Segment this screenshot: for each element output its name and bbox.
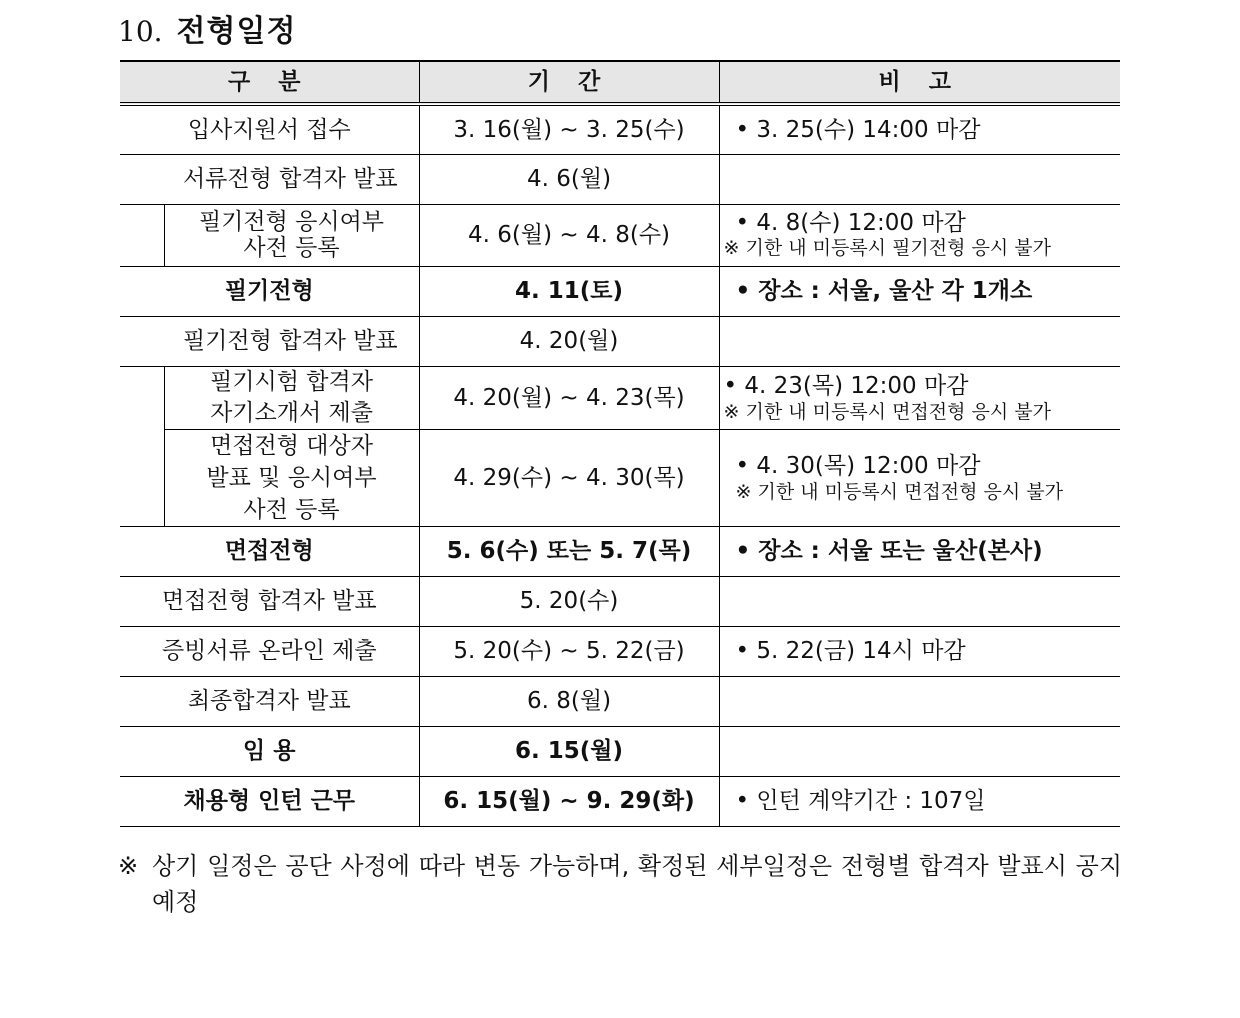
note-subtext: ※ 기한 내 미등록시 면접전형 응시 불가 [735,480,1063,503]
section-heading [118,6,296,50]
note-text: • 장소 : 서울, 울산 각 1개소 [736,278,1033,304]
table-row [120,726,1120,776]
footnote [118,848,1122,920]
row-label [164,429,419,526]
row-note [719,776,1120,826]
row-label: 면접전형 [120,526,419,576]
row-note [719,154,1120,204]
note-text: • 인턴 계약기간 : 107일 [736,788,986,814]
header-remarks: 비 고 [719,61,1120,104]
note-subtext: ※ 기한 내 미등록시 면접전형 응시 불가 [723,400,1051,423]
row-label: 필기전형 [120,266,419,316]
label-line: 면접전형 대상자 발표 및 응시여부 사전 등록 [206,432,377,523]
row-note [719,626,1120,676]
footnote-text: 상기 일정은 공단 사정에 따라 변동 가능하며, 확정된 세부일정은 전형별 합격자 발표시 공지 예정 [152,852,1122,916]
row-period: 4. 20(월) ~ 4. 23(목) [419,366,719,429]
row-label: 면접전형 합격자 발표 [120,576,419,626]
table-row [120,366,1120,429]
row-label [164,366,419,429]
row-period: 5. 20(수) ~ 5. 22(금) [419,626,719,676]
table-row [120,526,1120,576]
row-label: 최종합격자 발표 [120,676,419,726]
section-number: 10. [118,15,163,48]
table-row [120,429,1120,526]
row-period: 6. 8(월) [419,676,719,726]
row-period: 6. 15(월) ~ 9. 29(화) [419,776,719,826]
row-note [719,366,1120,429]
header-period: 기 간 [419,61,719,104]
schedule-table [120,60,1120,827]
row-period: 4. 6(월) [419,154,719,204]
row-period: 3. 16(월) ~ 3. 25(수) [419,104,719,154]
row-note [719,576,1120,626]
row-note [719,676,1120,726]
label-line: 필기전형 응시여부 사전 등록 [198,209,385,261]
row-note [719,316,1120,366]
table-row [120,204,1120,266]
note-text: • 장소 : 서울 또는 울산(본사) [736,538,1043,564]
section-title: 전형일정 [176,14,297,49]
row-period: 6. 15(월) [419,726,719,776]
row-label: 필기전형 합격자 발표 [120,316,419,366]
table-row [120,676,1120,726]
footnote-mark: ※ [118,852,139,880]
row-period: 4. 6(월) ~ 4. 8(수) [419,204,719,266]
indent-spacer [120,204,164,266]
note-text: • 4. 30(목) 12:00 마감 [736,453,981,479]
indent-spacer [120,429,164,526]
table-row [120,576,1120,626]
row-period: 5. 20(수) [419,576,719,626]
table-row [120,154,1120,204]
note-text: • 4. 23(목) 12:00 마감 [724,373,969,399]
note-text: • 3. 25(수) 14:00 마감 [736,117,981,143]
row-note [719,526,1120,576]
row-label: 입사지원서 접수 [120,104,419,154]
row-period: 4. 29(수) ~ 4. 30(목) [419,429,719,526]
row-label: 증빙서류 온라인 제출 [120,626,419,676]
row-label: 임 용 [120,726,419,776]
row-note [719,104,1120,154]
note-text: • 5. 22(금) 14시 마감 [736,638,966,664]
row-note [719,726,1120,776]
table-row [120,316,1120,366]
table-row [120,104,1120,154]
table-row [120,266,1120,316]
row-label: 서류전형 합격자 발표 [120,154,419,204]
row-period: 5. 6(수) 또는 5. 7(목) [419,526,719,576]
table-row [120,626,1120,676]
table-header-row [120,61,1120,104]
row-period: 4. 20(월) [419,316,719,366]
note-text: • 4. 8(수) 12:00 마감 [736,210,966,236]
row-note [719,204,1120,266]
row-period: 4. 11(토) [419,266,719,316]
table-row [120,776,1120,826]
indent-spacer [120,366,164,429]
note-subtext: ※ 기한 내 미등록시 필기전형 응시 불가 [723,237,1051,259]
header-category: 구 분 [120,61,419,104]
row-label [164,204,419,266]
row-note [719,266,1120,316]
row-label: 채용형 인턴 근무 [120,776,419,826]
row-note [719,429,1120,526]
label-line: 필기시험 합격자 자기소개서 제출 [210,368,373,426]
